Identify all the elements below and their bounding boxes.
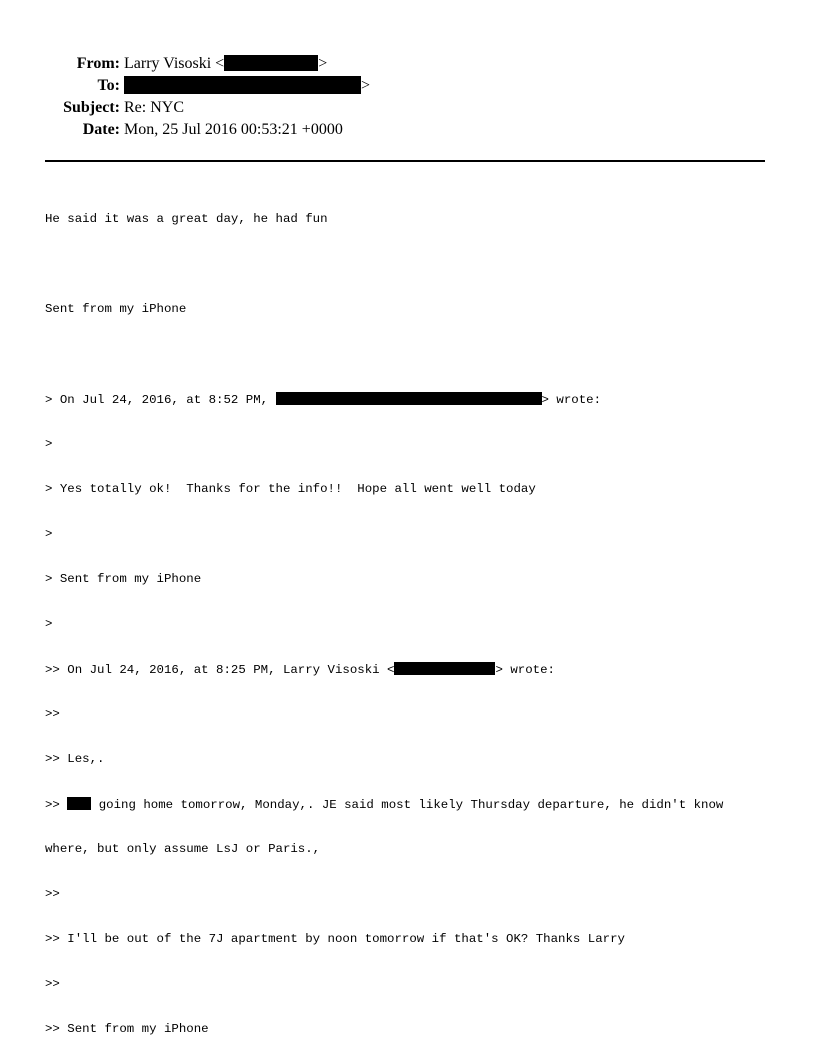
quote-line: >> — [45, 977, 60, 991]
blank-line — [45, 257, 785, 272]
to-value — [124, 75, 370, 97]
from-value — [124, 53, 327, 75]
quote-line: >> — [45, 887, 60, 901]
to-label: To: — [97, 77, 120, 94]
quote-text: going home tomorrow, Monday,. JE said most likely Thursday departure, he didn't know — [91, 798, 724, 812]
redaction-box — [124, 76, 361, 94]
quote-text: >> On Jul 24, 2016, at 8:25 PM, Larry Visoski < — [45, 663, 395, 677]
quote-text: > On Jul 24, 2016, at 8:52 PM, — [45, 393, 276, 407]
to-row — [0, 75, 816, 97]
body-line: He said it was a great day, he had fun — [45, 212, 328, 226]
quote-line: > — [45, 527, 53, 541]
redaction-box — [67, 797, 91, 810]
quote-line — [45, 662, 785, 677]
quote-line: > — [45, 437, 53, 451]
body-line: Sent from my iPhone — [45, 302, 187, 316]
from-label: From: — [76, 55, 120, 72]
quote-line: > Sent from my iPhone — [45, 572, 202, 586]
to-close: > — [361, 77, 371, 94]
quote-line — [45, 392, 785, 407]
from-close: > — [318, 55, 328, 72]
subject-label: Subject: — [63, 99, 120, 116]
redaction-box — [394, 662, 495, 675]
blank-line — [45, 347, 785, 362]
quote-line — [45, 797, 785, 812]
quote-line: > Yes totally ok! Thanks for the info!! Hope all went well today — [45, 482, 536, 496]
subject-value: Re: NYC — [124, 99, 184, 116]
quote-line: >> — [45, 707, 60, 721]
from-row — [0, 53, 816, 75]
redaction-box — [224, 55, 318, 71]
quote-text: >> — [45, 798, 68, 812]
quote-text: > wrote: — [495, 663, 555, 677]
from-name: Larry Visoski < — [124, 55, 225, 72]
quote-text: > wrote: — [541, 393, 602, 407]
quote-line: >> Les,. — [45, 752, 105, 766]
quote-line: where, but only assume LsJ or Paris., — [45, 842, 321, 856]
subject-row — [0, 97, 816, 119]
quote-line: >> I'll be out of the 7J apartment by noon tomorrow if that's OK? Thanks Larry — [45, 932, 625, 946]
email-header — [0, 53, 816, 141]
redaction-box — [276, 392, 542, 405]
header-divider — [45, 160, 765, 162]
date-row — [0, 119, 816, 141]
date-label: Date: — [82, 121, 120, 138]
email-body — [45, 182, 785, 1052]
quote-line: > — [45, 617, 53, 631]
quote-line: >> Sent from my iPhone — [45, 1022, 209, 1036]
date-value: Mon, 25 Jul 2016 00:53:21 +0000 — [124, 121, 343, 138]
